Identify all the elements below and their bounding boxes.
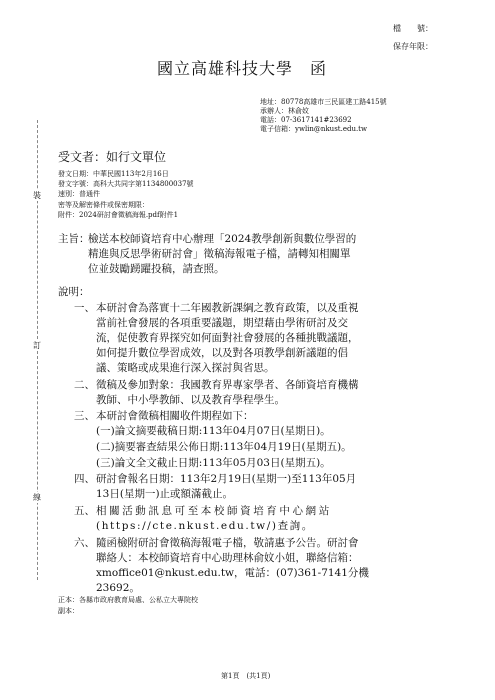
item-1-line-4: 如何提升數位學習成效，以及對各項教學創新議題的倡 (96, 347, 348, 359)
item-6-line-3[interactable]: xmoffice01@nkust.edu.tw，電話：(07)361-7141分機 (96, 567, 369, 579)
recipient: 受文者：如行文單位 (58, 150, 167, 164)
contact-handler: 承辦人：林俞妏 (260, 107, 309, 115)
item-4-line-1: 研討會報名日期：113年2月19日(星期一)至113年05月 (96, 473, 357, 485)
item-6-line-2: 聯絡人：本校師資培育中心助理林俞妏小姐，聯絡信箱： (96, 552, 359, 564)
main-recipient: 正本：各縣市政府教育局處、公私立大專院校 (58, 596, 198, 604)
item-2-line-2: 教師、中小學教師、以及教育學程學生。 (96, 394, 285, 406)
subject-line-1: 檢送本校師資培育中心辦理「2024教學創新與數位學習的 (88, 233, 357, 245)
item-4-line-2: 13日(星期一)止或額滿截止。 (96, 488, 234, 500)
doc-number: 發文字號：高科大共同字第1134800037號 (58, 180, 194, 188)
item-3-line-1: 本研討會徵稿相關收件期程如下： (96, 410, 254, 422)
item-4-number: 四、 (74, 473, 95, 485)
contact-address: 地址：80778高雄市三民區建工路415號 (260, 98, 387, 106)
item-3-sub-1: (一)論文摘要截稿日期:113年04月07日(星期日)。 (96, 425, 331, 437)
issue-date: 發文日期：中華民國113年2月16日 (58, 170, 169, 178)
item-3-sub-2: (二)摘要審查結果公佈日期:113年04月19日(星期五)。 (96, 441, 352, 453)
attachment[interactable]: 附件：2024研討會徵稿海報.pdf附件1 (58, 211, 179, 219)
item-5-line-1: 相關活動訊息可至本校師資培育中心網站 (96, 505, 332, 517)
item-1-line-1: 本研討會為落實十二年國教新課綱之教育政策，以及重視 (96, 302, 359, 314)
binding-mark-1: 裝 (33, 191, 41, 200)
file-number-label: 檔 號： (393, 24, 433, 33)
contact-email: 電子信箱：ywlin@nkust.edu.tw (260, 125, 367, 133)
binding-mark-3: 線 (33, 493, 41, 502)
secrecy: 密等及解密條件或保密期限： (58, 201, 149, 209)
retention-label: 保存年限： (393, 42, 433, 51)
item-3-number: 三、 (74, 410, 95, 422)
item-5-number: 五、 (74, 505, 95, 517)
item-1-line-5: 議、策略或成果進行深入探討與省思。 (96, 362, 275, 374)
item-6-number: 六、 (74, 537, 95, 549)
binding-mark-2: 訂 (33, 341, 41, 350)
subject-line-2: 精進與反思學術研討會」徵稿海報電子檔，請轉知相關單 (88, 248, 351, 260)
speed: 速別：普通件 (58, 190, 100, 198)
explanation-label: 說明： (58, 286, 90, 298)
subject-line-3: 位並鼓勵踴躍投稿，請查照。 (88, 263, 225, 275)
item-3-sub-3: (三)論文全文截止日期:113年05月03日(星期五)。 (96, 457, 331, 469)
item-1-line-2: 當前社會發展的各項重要議題，期望藉由學術研討及交 (96, 317, 348, 329)
page-number: 第1頁 (共1頁) (221, 672, 271, 680)
item-1-line-3: 流，促使教育界探究如何面對社會發展的各種挑戰議題， (96, 332, 359, 344)
item-2-line-1: 徵稿及參加對象：我國教育界專家學者、各師資培育機構 (96, 379, 359, 391)
copy-recipient: 副本： (58, 607, 79, 615)
contact-phone: 電話：07-3617141#23692 (260, 116, 352, 124)
item-1-number: 一、 (74, 302, 95, 314)
item-6-line-1: 隨函檢附研討會徵稿海報電子檔，敬請惠予公告。研討會 (96, 537, 359, 549)
item-6-line-4: 23692。 (96, 582, 140, 594)
agency-title: 國立高雄科技大學 函 (157, 59, 328, 78)
subject-label: 主旨： (58, 233, 90, 245)
item-2-number: 二、 (74, 379, 95, 391)
item-5-line-2[interactable]: (https://cte.nkust.edu.tw/)查詢。 (96, 520, 314, 532)
